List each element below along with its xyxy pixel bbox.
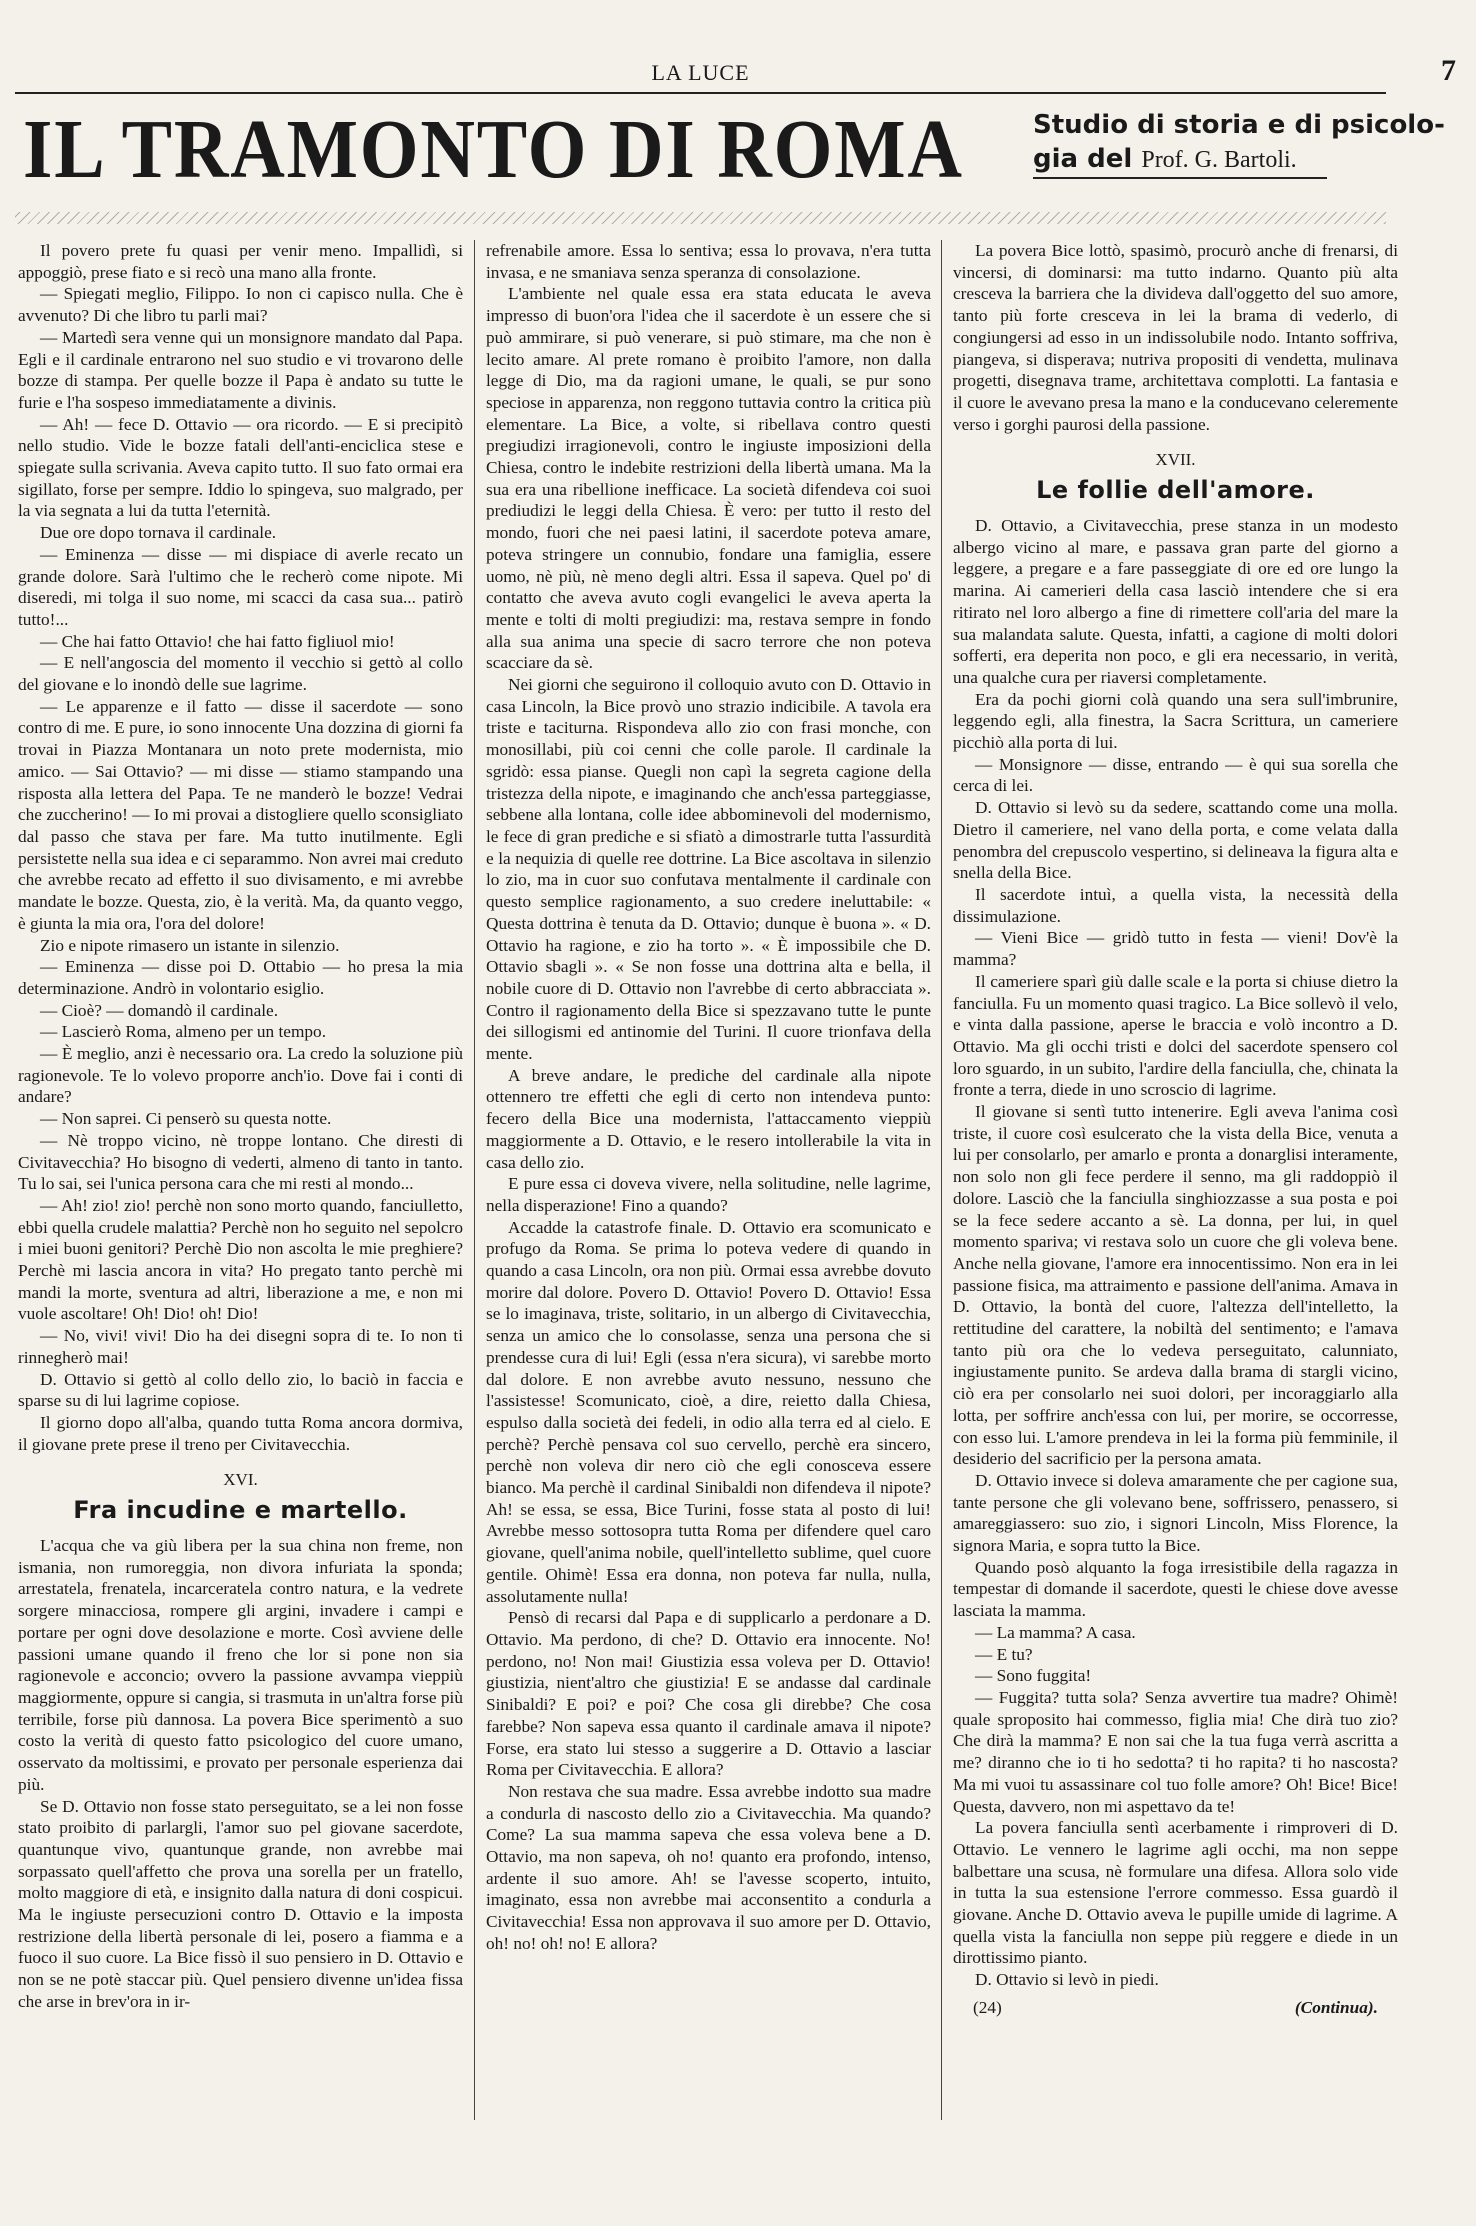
paragraph: — La mamma? A casa. bbox=[975, 1622, 1136, 1642]
paragraph: D. Ottavio, a Civitavecchia, prese stanza in un modesto albergo vicino al mare, e passava gran parte del giorno a leggere, a pregare e a fare passeggiate di ore ed ore lungo la marina. Ai camerieri della casa lasciò intendere che si era ritirato nel loro albergo a fine di rimettere coll'aria del mare la sua malandata salute. Questa, infatti, a cagione di molti dolori sofferti, era deperita non poco, e gli era necessario, in verità, una qualche cura per riaversi completamente. bbox=[953, 516, 1398, 687]
paragraph: refrenabile amore. Essa lo sentiva; essa lo provava, n'era tutta invasa, e ne smaniava senza speranza di consolazione. bbox=[486, 241, 931, 282]
paragraph: — È meglio, anzi è necessario ora. La credo la soluzione più ragionevole. Te lo volevo proporre anch'io. Dove fai i conti di andare? bbox=[18, 1044, 463, 1107]
paragraph: Zio e nipote rimasero un istante in silenzio. bbox=[40, 935, 340, 955]
paragraph: — Lascierò Roma, almeno per un tempo. bbox=[40, 1022, 327, 1042]
paragraph: — Cioè? — domandò il cardinale. bbox=[40, 1000, 279, 1020]
paragraph: — Spiegati meglio, Filippo. Io non ci capisco nulla. Che è avvenuto? Di che libro tu parli mai? bbox=[18, 284, 463, 326]
paragraph: Se D. Ottavio non fosse stato perseguitato, se a lei non fosse stato proibito di parlargli, l'amor suo pel giovane sacerdote, quantunque vivo, quantunque grande, non avrebbe mai sorpassato quell'affetto che prova una sorella per un fratello, molto maggiore di età, e insignito dalla natura di doni cospicui. Ma le ingiuste persecuzioni contro D. Ottavio e la imposta restrizione della libertà personale di lei, posero a fiamma e a fuoco il suo cuore. La Bice fissò il suo pensiero in D. Ottavio e non se ne potè staccar più. Quel pensiero divenne un'idea fissa che arse in brev'ora in ir- bbox=[18, 1796, 463, 2011]
paragraph: Il giovane si sentì tutto intenerire. Egli aveva l'anima così triste, il cuore così esulcerato che la vista della Bice, venuta a lui per consolarlo, per amarlo e pronta a donarglisi interamente, non solo non gli fece perdere il senno, ma gli raddoppiò il dolore. Lasciò che la fanciulla singhiozzasse a sua posta e poi se la fece sedere accanto a sè. La donna, per lui, in quel momento spariva; vi restava solo un cuore che gli voleva bene. Anche nella giovane, l'amore era innocentissimo. Non era in lei passione fisica, ma attraimento e passione dell'anima. Amava in D. Ottavio, la bontà del cuore, l'altezza dell'intelletto, la rettitudine del carattere, la nobiltà del sentimento; e l'amava tanto più ora che lo vedeva perseguitato, calunniato, ingiustamente punito. Se ardeva dalla brama di stargli vicino, ciò era per consolarlo nei suoi dolori, per incoraggiarlo alla lotta, per soffrire anch'essa con lui, per morire, se occorresse, con esso lui. L'amore prendeva in lei la forma più femminile, il desiderio del sacrificio per la persona amata. bbox=[953, 1102, 1398, 1469]
paragraph: Era da pochi giorni colà quando una sera sull'imbrunire, leggendo egli, alla finestra, la Sacra Scrittura, un cameriere picchiò alla porta di lui. bbox=[953, 689, 1398, 753]
paragraph: Il sacerdote intuì, a quella vista, la necessità della dissimulazione. bbox=[953, 884, 1398, 926]
paragraph: Il cameriere sparì giù dalle scale e la porta si chiuse dietro la fanciulla. Fu un momento quasi tragico. La Bice sollevò il velo, e vinta dalla passione, aperse le braccia e volò incontro a D. Ottavio. Ma gli occhi tristi e dolci del sacerdote spensero col loro sguardo, in un subito, l'ardire della fanciulla, che, chinata la fronte a terra, diede in uno scroscio di lagrime. bbox=[953, 971, 1398, 1100]
page-number: 7 bbox=[1441, 54, 1456, 87]
column-divider bbox=[474, 240, 475, 2120]
subtitle-line-2 bbox=[1033, 142, 1327, 179]
section-title: Le follie dell'amore. bbox=[1036, 476, 1315, 505]
section-number: XVI. bbox=[223, 1470, 258, 1490]
paragraph: — Fuggita? tutta sola? Senza avvertire tua madre? Ohimè! quale sproposito hai commesso, figlia mia! Che dirà tuo zio? Che dirà la mamma? E non sai che la tua fuga verrà ascritta a me? diranno che io ti ho sedotta? ti ho rapita? ti ho nascosta? Ma mi vuoi tu assassinare col tuo folle amore? Oh! Bice! Bice! Questa, davvero, non mi aspettavo da te! bbox=[953, 1688, 1398, 1816]
running-head-title: LA LUCE bbox=[651, 60, 750, 85]
decorative-wave-rule bbox=[15, 212, 1386, 224]
text-column-2 bbox=[486, 240, 931, 2120]
paragraph: Due ore dopo tornava il cardinale. bbox=[40, 523, 277, 543]
paragraph: — E nell'angoscia del momento il vecchio si gettò al collo del giovane e lo inondò delle sue lagrime. bbox=[18, 653, 463, 695]
paragraph: La povera fanciulla sentì acerbamente i rimproveri di D. Ottavio. Le vennero le lagrime agli occhi, ma non seppe balbettare una scusa, nè formulare una difesa. Allora solo vide in tutta la sua estensione l'errore commesso. Essa guardò il giovane. Anche D. Ottavio aveva le pupille umide di lagrime. A quella vista la fanciulla non seppe più reggere e diede in un dirottissimo pianto. bbox=[953, 1818, 1398, 1968]
paragraph: — Eminenza — disse poi D. Ottabio — ho presa la mia determinazione. Andrò in volontario esiglio. bbox=[18, 957, 463, 998]
text-column-3 bbox=[953, 240, 1398, 2120]
paragraph: Il povero prete fu quasi per venir meno. Impallidì, si appoggiò, prese fiato e si recò una mano alla fronte. bbox=[18, 241, 463, 282]
paragraph: Pensò di recarsi dal Papa e di supplicarlo a perdonare a D. Ottavio. Ma perdono, di che? D. Ottavio era innocente. No! perdono, no! Non mai! Giustizia essa voleva per D. Ottavio! giustizia, nient'altro che giustizia! E se andasse dal cardinale Sinibaldi? E poi? e poi? Che cosa gli direbbe? Che cosa farebbe? Non sapeva essa quanto il cardinale amava il nipote? Forse, era stato lui stesso a suggerire a D. Ottavio a lasciar Roma per Civitavecchia. E allora? bbox=[486, 1608, 931, 1780]
article-subtitle bbox=[1033, 108, 1445, 179]
paragraph: — Martedì sera venne qui un monsignore mandato dal Papa. Egli e il cardinale entrarono nel suo studio e vi trovarono delle bozze di stampa. Per quelle bozze il Papa è andato su tutte le furie e l'ha sospeso immediatamente a divinis. bbox=[18, 327, 463, 412]
column-footer bbox=[953, 1997, 1398, 2019]
paragraph: — Monsignore — disse, entrando — è qui sua sorella che cerca di lei. bbox=[953, 754, 1398, 796]
paragraph: Nei giorni che seguirono il colloquio avuto con D. Ottavio in casa Lincoln, la Bice provò uno strazio indicibile. A tavola era triste e taciturna. Rispondeva allo zio con frasi monche, con monosillabi, più coi cenni che colle parole. Il cardinale la sgridò: essa pianse. Quegli non capì la segreta cagione della tristezza della nipote, e imaginando che anch'essa parteggiasse, sebbene alla lontana, colle idee abbominevoli del modernismo, le fece di gran prediche e si sfiatò a dimostrarle tutta l'assurdità e la nequizia di quelle ree dottrine. La Bice ascoltava in silenzio lo zio, ma in cuor suo confutava mentalmente il cardinale con questo semplice ragionamento, a suo credere ineluttabile: « Questa dottrina è tenuta da D. Ottavio; dunque è buona ». « D. Ottavio ha ragione, e zio ha torto ». « È impossibile che D. Ottavio sbagli ». « Se non fosse una dottrina alta e bella, il nobile cuore di D. Ottavio non l'avrebbe di certo abbracciata ». Contro il ragionamento della Bice si spezzavano tutte le punte dei sillogismi ed antinomie del Turini. Il cuore trionfava della mente. bbox=[486, 675, 931, 1064]
article-title: IL TRAMONTO DI ROMA bbox=[23, 103, 964, 196]
paragraph: — Ah! zio! zio! perchè non sono morto quando, fanciulletto, ebbi quella crudele malattia? Perchè non ho seguito nel sepolcro i miei buoni genitori? Perchè Dio non ascolta le mie preghiere? Perchè mi lascia ancora in vita? Ho pregato tanto perchè mi mandi la morte, sventura ad altri, liberazione a me, e non mi vuole ascoltare! Oh! Dio! oh! Dio! bbox=[18, 1195, 463, 1324]
paragraph: D. Ottavio si levò su da sedere, scattando come una molla. Dietro il cameriere, nel vano della porta, e come velata dalla penombra del crepuscolo vespertino, si delineava la figura alta e snella della Bice. bbox=[953, 798, 1398, 883]
section-title: Fra incudine e martello. bbox=[73, 1496, 408, 1525]
paragraph: Quando posò alquanto la foga irresistibile della ragazza in tempestar di domande il sacerdote, questi le chiese dove avesse lasciata la mamma. bbox=[953, 1557, 1398, 1621]
paragraph: — Le apparenze e il fatto — disse il sacerdote — sono contro di me. E pure, io sono innocente Una dozzina di giorni fa trovai in Piazza Montanara un noto prete modernista, mio amico. — Sai Ottavio? — mi disse — stiamo stampando una risposta alla lettera del Papa. Te ne manderò le bozze! Vedrai che zuccherino! — Io mi provai a distogliere quello sconsigliato dal passo che stava per fare. Ma tutto inutilmente. Egli persistette nella sua idea e ci separammo. Non avrei mai creduto che avrebbe recato ad effetto il suo divisamento, e mi avrebbe mandate le bozze. Questa, zio, è la verità. Ma, da quanto veggo, è giunta la mia ora, l'ora del dolore! bbox=[18, 696, 463, 933]
paragraph: Il giorno dopo all'alba, quando tutta Roma ancora dormiva, il giovane prete prese il treno per Civitavecchia. bbox=[18, 1412, 463, 1454]
paragraph: L'ambiente nel quale essa era stata educata le aveva impresso di buon'ora l'idea che il sacerdote è un essere che si può ammirare, si può venerare, si può stimare, ma che non è lecito amare. Al prete romano è proibito l'amore, non dalla legge di Dio, ma da ragioni umane, le quali, se pur sono speciose in apparenza, non reggono tuttavia contro la critica più elementare. La Bice, a volte, si ribellava contro questi pregiudizi irragionevoli, contro le ingiuste imposizioni della Chiesa, contro le indebite restrizioni della libertà umana. Ma la sua era una ribellione inefficace. La società difendeva coi suoi prediudizi le leggi della Chiesa. È vero: per tutto il resto del mondo, fuori che nei paesi latini, il sacerdote poteva amare, poteva stringere un connubio, fondare una famiglia, essere uomo, nè più, nè meno degli altri. Essa il sapeva. Quel po' di contatto che aveva avuto cogli evangelici le aveva aperta la mente e tolti di molti pregiudizi: ma, restava sempre in fondo alla sua anima una specie di sacro terrore che non poteva scacciare da sè. bbox=[486, 284, 931, 673]
paragraph: — E tu? bbox=[975, 1644, 1033, 1664]
paragraph: D. Ottavio si levò in piedi. bbox=[975, 1970, 1159, 1990]
paragraph: — Vieni Bice — gridò tutto in festa — vieni! Dov'è la mamma? bbox=[953, 928, 1398, 970]
paragraph: La povera Bice lottò, spasimò, procurò anche di frenarsi, di vincersi, di dominarsi: ma tutto indarno. Quanto più alta cresceva la barriera che la divideva dall'oggetto del suo amore, tanto più forte cresceva in lei la brama di vederlo, di congiungersi ad esso in un indissolubile nodo. Intanto soffriva, piangeva, si disperava; nutriva propositi di vendetta, mulinava progetti, disegnava trame, architettava complotti. La fantasia e il cuore le avevano presa la mano e la conducevano celeremente verso i gorghi paurosi della passione. bbox=[953, 241, 1398, 434]
paragraph: D. Ottavio si gettò al collo dello zio, lo baciò in faccia e sparse su di lui lagrime copiose. bbox=[18, 1369, 463, 1411]
continued-note: (Continua). bbox=[1294, 1997, 1378, 2017]
paragraph: E pure essa ci doveva vivere, nella solitudine, nelle lagrime, nella disperazione! Fino a quando? bbox=[486, 1174, 931, 1215]
section-number: XVII. bbox=[1155, 450, 1196, 470]
paragraph: L'acqua che va giù libera per la sua china non freme, non ismania, non rumoreggia, non divora infuriata la sponda; arrestatela, frenatela, incarceratela contro natura, e la vedrete sorgere minacciosa, rompere gli argini, invadere i campi e portare per ogni dove desolazione e morte. Così avviene delle passioni umane quando il freno che lor si pone non sia ragionevole e acconcio; ovvero la passione avvampa vieppiù maggiormente, oppure si cangia, si trasmuta in un'altra forse più terribile, forse più dannosa. La povera Bice sperimentò a suo costo la verità di questo fatto psicologico del cuore umano, osservato da moltissimi, e provato per personale esperienza dai più. bbox=[18, 1536, 463, 1794]
subtitle-line-1: Studio di storia e di psicolo- bbox=[1033, 110, 1445, 140]
paragraph: — Eminenza — disse — mi dispiace di averle recato un grande dolore. Sarà l'ultimo che le recherò come nipote. Mi diseredi, mi tolga il suo nome, mi scacci da casa sua... patirò tutto!... bbox=[18, 544, 463, 629]
installment-number: (24) bbox=[973, 1997, 1002, 2017]
paragraph: — Nè troppo vicino, nè troppe lontano. Che diresti di Civitavecchia? Ho bisogno di vederti, almeno di tanto in tanto. Tu lo sai, sei l'unica persona cara che mi resti al mondo... bbox=[18, 1130, 463, 1194]
paragraph: A breve andare, le prediche del cardinale alla nipote ottennero tre effetti che egli di certo non intendeva punto: fecero della Bice una modernista, l'attaccamento vieppiù maggiormente a D. Ottavio, e le resero intollerabile la vita in casa dello zio. bbox=[486, 1065, 931, 1172]
paragraph: — No, vivi! vivi! Dio ha dei disegni sopra di te. Io non ti rinnegherò mai! bbox=[18, 1326, 463, 1367]
paragraph: Non restava che sua madre. Essa avrebbe indotto sua madre a condurla di nascosto dello zio a Civitavecchia. Ma quando? Come? La sua mamma sapeva che essa voleva bene a D. Ottavio, ma non sapeva, oh no! quanto era profondo, intenso, ardente il suo amore. Ah! se l'avesse scoperto, intuito, imaginato, essa non avrebbe mai acconsentito a condurla a Civitavecchia! Essa non approvava il suo amore per D. Ottavio, oh! no! oh! no! E allora? bbox=[486, 1781, 931, 1953]
running-head bbox=[15, 54, 1456, 94]
author-name: Prof. G. Bartoli. bbox=[1141, 147, 1297, 173]
paragraph: — Che hai fatto Ottavio! che hai fatto figliuol mio! bbox=[40, 631, 395, 651]
text-column-1 bbox=[18, 240, 463, 2120]
paragraph: — Non saprei. Ci penserò su questa notte. bbox=[40, 1109, 332, 1129]
paragraph: D. Ottavio invece si doleva amaramente che per cagione sua, tante persone che gli volevano bene, soffrissero, penassero, si amareggiassero: suo zio, i signori Lincoln, Miss Florence, la signora Maria, e sopra tutto la Bice. bbox=[953, 1470, 1398, 1556]
subtitle-line-2-prefix: gia del bbox=[1033, 144, 1133, 174]
article-masthead bbox=[15, 103, 1445, 196]
paragraph: — Sono fuggita! bbox=[975, 1666, 1092, 1686]
column-divider bbox=[941, 240, 942, 2120]
paragraph: — Ah! — fece D. Ottavio — ora ricordo. — E si precipitò nello studio. Vide le bozze fatali dell'anti-enciclica stese e spiegate sulla scrivania. Aveva capito tutto. Il suo fato ormai era sigillato, forse per sempre. Iddio lo spingeva, suo malgrado, per la via segnata a lui da tutta l'eternità. bbox=[18, 414, 463, 521]
paragraph: Accadde la catastrofe finale. D. Ottavio era scomunicato e profugo da Roma. Se prima lo poteva vedere di quando in quando a casa Lincoln, ora non più. Ormai essa avrebbe dovuto morire dal dolore. Povero D. Ottavio! Povero D. Ottavio! Essa se lo imaginava, triste, solitario, in un albergo di Civitavecchia, senza un amico che lo consolasse, senza una persona che si prendesse cura di lui! Egli (essa n'era sicura), vi sarebbe morto dal dolore. E non avrebbe avuto nessuno, nessuno che l'assistesse! Scomunicato, cioè, a dire, reietto dalla Chiesa, espulso dalla società dei fedeli, in odio alla terra ed al cielo. E perchè? Perchè pensava col suo cervello, perchè era sincero, perchè non voleva dir nero ciò che egli conosceva essere bianco. Ma perchè il cardinal Sinibaldi non difendeva il nipote? Ah! se essa, se essa, Bice Turini, fosse stata al posto di lui! Avrebbe messo sottosopra tutta Roma per difendere quel caro giovane, quell'anima nobile, quell'intelletto sublime, quel cuore gentile. Ohimè! Essa era donna, non poteva far nulla, nulla, assolutamente nulla! bbox=[486, 1217, 931, 1606]
